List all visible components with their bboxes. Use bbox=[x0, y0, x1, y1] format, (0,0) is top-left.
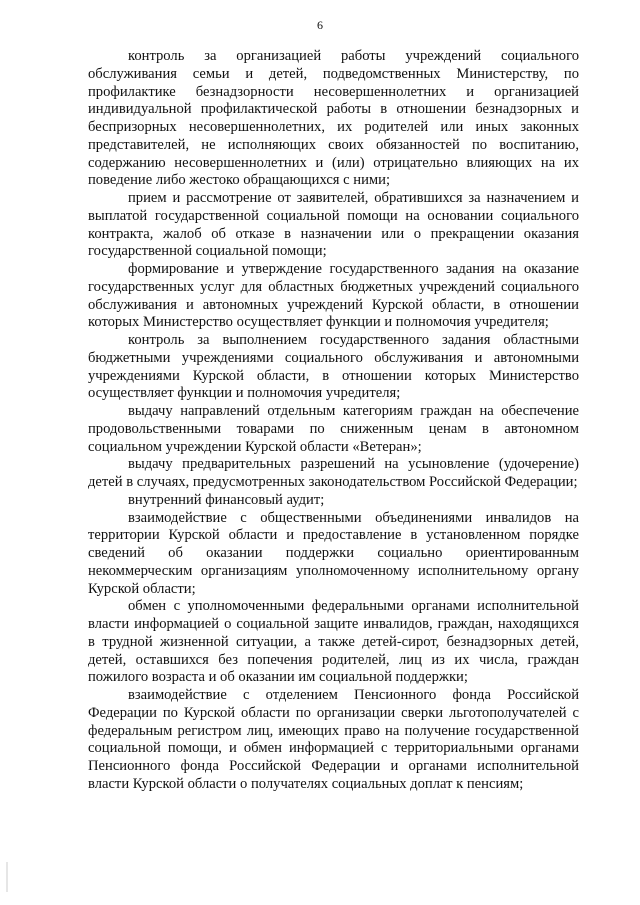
document-body bbox=[88, 48, 579, 794]
paragraph-9: обмен с уполномоченными федеральными органами исполнительной власти информацией о социальной защите инвалидов, граждан, находящихся в трудной жизненной ситуации, а также детей-сирот, безнадзорных детей, детей, оставшихся без попечения родителей, лиц из их числа, граждан пожилого возраста и об оказании им социальной поддержки; bbox=[88, 598, 579, 686]
paragraph-3: формирование и утверждение государственного задания на оказание государственных услуг для областных бюджетных учреждений социального обслуживания и автономных учреждений Курской области, в отношении которых Министерство осуществляет функции и полномочия учредителя; bbox=[88, 261, 579, 331]
paragraph-5: выдачу направлений отдельным категориям граждан на обеспечение продовольственными товарами по сниженным ценам в автономном социальном учреждении Курской области «Ветеран»; bbox=[88, 403, 579, 455]
paragraph-7: внутренний финансовый аудит; bbox=[128, 491, 325, 508]
paragraph-8: взаимодействие с общественными объединениями инвалидов на территории Курской области и предоставление в установленном порядке сведений об оказании поддержки социально ориентированным некоммерческим организациям уполномоченному исполнительному органу Курской области; bbox=[88, 509, 579, 597]
scan-edge-mark bbox=[6, 862, 8, 892]
page-number: 6 bbox=[317, 18, 323, 32]
paragraph-10: взаимодействие с отделением Пенсионного фонда Российской Федерации по Курской области по организации сверки льготополучателей с федеральным регистром лиц, имеющих право на получение государственной социальной помощи, и обмен информацией с территориальными органами Пенсионного фонда Российской Федерации и органами исполнительной власти Курской области о получателях социальных доплат к пенсиям; bbox=[88, 687, 579, 792]
paragraph-2: прием и рассмотрение от заявителей, обратившихся за назначением и выплатой государственной социальной помощи на основании социального контракта, жалоб об отказе в назначении или о прекращении оказания государственной социальной помощи; bbox=[88, 190, 579, 260]
paragraph-6: выдачу предварительных разрешений на усыновление (удочерение) детей в случаях, предусмотренных законодательством Российской Федерации; bbox=[88, 456, 579, 490]
paragraph-1: контроль за организацией работы учреждений социального обслуживания семьи и детей, подведомственных Министерству, по профилактике безнадзорности несовершеннолетних и организацией индивидуальной профилактической работы в отношении безнадзорных и беспризорных несовершеннолетних, их родителей или иных законных представителей, не исполняющих своих обязанностей по воспитанию, содержанию несовершеннолетних и (или) отрицательно влияющих на их поведение либо жестоко обращающихся с ними; bbox=[88, 48, 579, 189]
paragraph-4: контроль за выполнением государственного задания областными бюджетными учреждениями социального обслуживания и автономными учреждениями Курской области, в отношении которых Министерство осуществляет функции и полномочия учредителя; bbox=[88, 332, 579, 402]
